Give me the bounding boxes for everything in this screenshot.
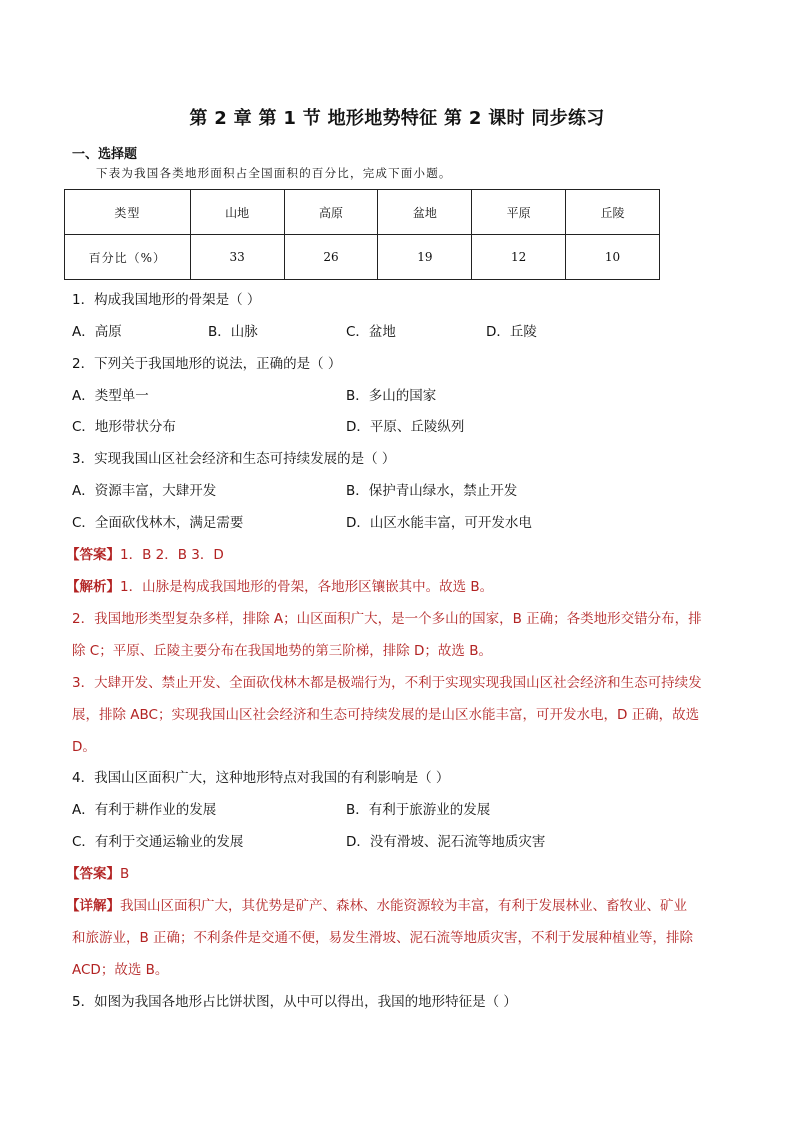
analysis-line-3: 除 C；平原、丘陵主要分布在我国地势的第三阶梯，排除 D；故选 B。: [72, 643, 492, 659]
question-3-stem: 3．实现我国山区社会经济和生态可持续发展的是（ ）: [72, 451, 396, 467]
table-cell: 盆地: [378, 190, 472, 235]
table-row: [65, 190, 660, 235]
analysis-line-2: 2．我国地形类型复杂多样，排除 A；山区面积广大，是一个多山的国家，B 正确；各类地形交错分布，排: [72, 611, 702, 627]
q1-option-a: A．高原: [72, 324, 122, 340]
answer-block-1: [66, 543, 224, 563]
analysis-text: 1．山脉是构成我国地形的骨架，各地形区镶嵌其中。故选 B。: [120, 579, 494, 595]
analysis-line-4: 3．大肆开发、禁止开发、全面砍伐林木都是极端行为，不利于实现实现我国山区社会经济和生态可持续发: [72, 675, 702, 691]
question-2-stem: 2．下列关于我国地形的说法，正确的是（ ）: [72, 356, 342, 372]
table-cell: 26: [284, 235, 378, 280]
q2-option-d: D．平原、丘陵纵列: [346, 419, 465, 435]
table-intro: 下表为我国各类地形面积占全国面积的百分比，完成下面小题。: [96, 166, 452, 180]
analysis-line-6: D。: [72, 739, 96, 755]
question-1-stem: 1．构成我国地形的骨架是（ ）: [72, 292, 261, 308]
analysis-line-1: [66, 575, 493, 595]
analysis-line-5: 展，排除 ABC；实现我国山区社会经济和生态可持续发展的是山区水能丰富，可开发水电，D 正确，故选: [72, 707, 700, 723]
table-cell: 山地: [190, 190, 284, 235]
answer-tag: 【答案】: [66, 866, 120, 882]
q1-option-d: D．丘陵: [486, 324, 537, 340]
q4-option-d: D．没有滑坡、泥石流等地质灾害: [346, 834, 546, 850]
detail-line-1: [66, 894, 687, 914]
answer-block-2: [66, 862, 129, 882]
detail-tag: 【详解】: [66, 898, 120, 914]
table-cell: 丘陵: [566, 190, 660, 235]
q1-option-c: C．盆地: [346, 324, 396, 340]
table-cell: 10: [566, 235, 660, 280]
table-row: [65, 235, 660, 280]
table-cell: 类型: [65, 190, 191, 235]
q4-option-c: C．有利于交通运输业的发展: [72, 834, 244, 850]
analysis-tag: 【解析】: [66, 579, 120, 595]
q4-option-b: B．有利于旅游业的发展: [346, 802, 491, 818]
terrain-table: [64, 189, 660, 280]
detail-line-3: ACD；故选 B。: [72, 962, 169, 978]
detail-line-2: 和旅游业，B 正确；不利条件是交通不便，易发生滑坡、泥石流等地质灾害，不利于发展种植业等，排除: [72, 930, 694, 946]
section-heading: 一、选择题: [72, 147, 138, 162]
q3-option-d: D．山区水能丰富，可开发水电: [346, 515, 532, 531]
table-cell: 高原: [284, 190, 378, 235]
table-cell: 平原: [472, 190, 566, 235]
table-cell: 33: [190, 235, 284, 280]
q2-option-c: C．地形带状分布: [72, 419, 176, 435]
detail-text: 我国山区面积广大，其优势是矿产、森林、水能资源较为丰富，有利于发展林业、畜牧业、矿业: [120, 898, 687, 914]
q2-option-b: B．多山的国家: [346, 388, 437, 404]
answer-text: 1．B 2．B 3．D: [120, 547, 224, 563]
answer-tag: 【答案】: [66, 547, 120, 563]
table-cell: 19: [378, 235, 472, 280]
question-4-stem: 4．我国山区面积广大，这种地形特点对我国的有利影响是（ ）: [72, 770, 450, 786]
table-cell: 12: [472, 235, 566, 280]
q1-option-b: B．山脉: [208, 324, 258, 340]
table-cell: 百分比（%）: [65, 235, 191, 280]
q2-option-a: A．类型单一: [72, 388, 149, 404]
q3-option-b: B．保护青山绿水，禁止开发: [346, 483, 518, 499]
question-5-stem: 5．如图为我国各地形占比饼状图，从中可以得出，我国的地形特征是（ ）: [72, 994, 517, 1010]
answer-text: B: [120, 866, 130, 882]
q4-option-a: A．有利于耕作业的发展: [72, 802, 217, 818]
q3-option-a: A．资源丰富，大肆开发: [72, 483, 217, 499]
page-title: 第 2 章 第 1 节 地形地势特征 第 2 课时 同步练习: [189, 108, 605, 129]
q3-option-c: C．全面砍伐林木，满足需要: [72, 515, 244, 531]
